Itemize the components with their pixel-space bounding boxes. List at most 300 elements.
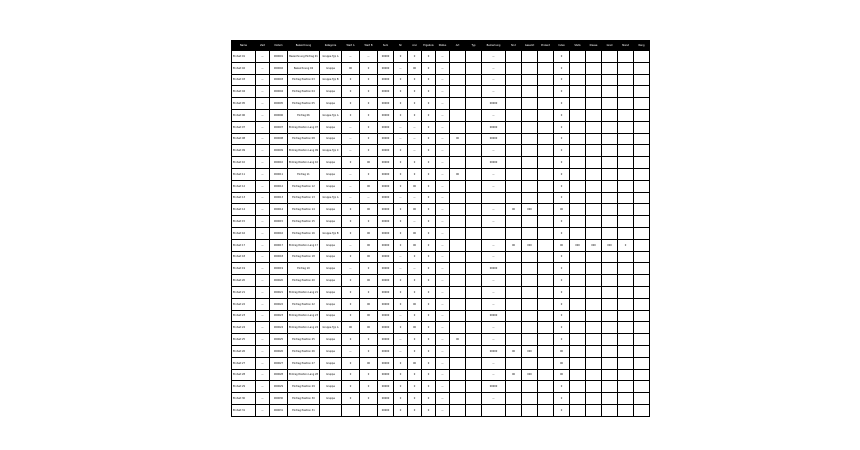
table-cell	[522, 322, 538, 334]
table-cell	[586, 251, 602, 263]
table-cell: Eintrag Position 05	[288, 98, 320, 110]
table-cell: —	[342, 263, 360, 275]
table-cell	[602, 404, 618, 416]
table-cell	[522, 62, 538, 74]
table-cell: —	[436, 109, 450, 121]
table-cell: 00	[554, 204, 570, 216]
table-cell	[602, 393, 618, 405]
table-cell: Einheit 07	[232, 121, 256, 133]
table-cell: 000017	[270, 239, 288, 251]
table-cell	[466, 345, 482, 357]
table-cell	[602, 168, 618, 180]
table-cell: —	[394, 192, 408, 204]
table-cell	[634, 310, 650, 322]
table-cell	[506, 109, 522, 121]
table-cell: 000022	[270, 298, 288, 310]
table-cell	[538, 381, 554, 393]
table-cell	[618, 227, 634, 239]
table-cell	[634, 145, 650, 157]
table-row	[232, 310, 650, 322]
table-cell: —	[482, 251, 506, 263]
table-cell: Einheit 17	[232, 239, 256, 251]
table-cell: Gruppe	[320, 357, 342, 369]
table-cell	[466, 74, 482, 86]
table-cell	[602, 133, 618, 145]
table-cell	[586, 381, 602, 393]
table-cell: Gruppe	[320, 157, 342, 169]
table-cell	[522, 51, 538, 63]
table-cell	[586, 74, 602, 86]
table-cell: —	[408, 145, 422, 157]
table-cell	[450, 51, 466, 63]
table-cell: 0	[554, 322, 570, 334]
table-cell: 00000	[378, 345, 394, 357]
table-cell: 000	[602, 239, 618, 251]
table-cell	[586, 168, 602, 180]
table-cell	[538, 298, 554, 310]
table-cell: 00	[342, 322, 360, 334]
table-cell	[506, 121, 522, 133]
table-cell: 000010	[270, 157, 288, 169]
table-cell: 000021	[270, 286, 288, 298]
table-cell	[570, 74, 586, 86]
table-cell: —	[482, 62, 506, 74]
table-cell: 000013	[270, 192, 288, 204]
table-cell	[538, 109, 554, 121]
table-cell: 0	[422, 216, 436, 228]
table-row	[232, 86, 650, 98]
table-cell: 0	[554, 381, 570, 393]
table-cell	[634, 51, 650, 63]
column-header: Sum	[378, 41, 394, 51]
table-cell	[634, 275, 650, 287]
table-cell: Gruppe Typ B	[320, 74, 342, 86]
table-cell	[570, 298, 586, 310]
table-cell	[522, 334, 538, 346]
column-header: Index	[554, 41, 570, 51]
table-cell: 0	[394, 86, 408, 98]
table-cell	[450, 275, 466, 287]
table-cell: Einheit 28	[232, 369, 256, 381]
table-cell: Gruppe	[320, 286, 342, 298]
table-cell: 00000	[378, 227, 394, 239]
table-cell	[602, 381, 618, 393]
table-cell	[602, 216, 618, 228]
table-cell: —	[256, 86, 270, 98]
table-cell: Eintrag Position Lang 17	[288, 239, 320, 251]
table-cell: —	[256, 263, 270, 275]
table-cell: 0	[554, 133, 570, 145]
table-cell	[634, 157, 650, 169]
table-cell	[586, 404, 602, 416]
table-cell	[506, 393, 522, 405]
table-cell: 00	[554, 369, 570, 381]
table-cell	[506, 86, 522, 98]
table-cell	[450, 216, 466, 228]
table-cell	[450, 74, 466, 86]
table-cell: Einheit 03	[232, 74, 256, 86]
table-cell	[538, 286, 554, 298]
table-cell: 0	[422, 286, 436, 298]
table-cell: —	[256, 98, 270, 110]
table-cell	[450, 369, 466, 381]
table-cell	[570, 357, 586, 369]
table-cell: 00000	[378, 239, 394, 251]
table-cell: Gruppe	[320, 310, 342, 322]
table-row	[232, 357, 650, 369]
table-cell	[466, 86, 482, 98]
table-cell	[466, 251, 482, 263]
table-cell: 00000	[378, 275, 394, 287]
table-cell	[570, 369, 586, 381]
table-cell: —	[482, 357, 506, 369]
table-cell: 0	[360, 381, 378, 393]
table-cell	[538, 145, 554, 157]
table-cell: 00	[360, 322, 378, 334]
table-cell: —	[436, 263, 450, 275]
table-row	[232, 74, 650, 86]
table-cell: 0	[360, 334, 378, 346]
table-cell: —	[256, 393, 270, 405]
table-row	[232, 393, 650, 405]
table-cell	[586, 157, 602, 169]
table-cell	[522, 298, 538, 310]
table-cell: 00000	[378, 74, 394, 86]
table-cell	[634, 62, 650, 74]
table-cell	[586, 298, 602, 310]
table-cell	[570, 251, 586, 263]
table-cell	[506, 275, 522, 287]
table-cell	[538, 393, 554, 405]
table-cell	[570, 275, 586, 287]
table-cell: 000023	[270, 310, 288, 322]
table-cell	[634, 393, 650, 405]
table-cell: 00	[450, 168, 466, 180]
table-cell	[450, 251, 466, 263]
table-cell	[450, 263, 466, 275]
table-cell: 0	[394, 286, 408, 298]
table-cell	[602, 157, 618, 169]
table-cell	[506, 133, 522, 145]
table-cell	[466, 334, 482, 346]
table-cell: 0	[408, 275, 422, 287]
table-row	[232, 286, 650, 298]
table-cell: 0	[360, 62, 378, 74]
table-cell: —	[256, 62, 270, 74]
table-cell: —	[482, 51, 506, 63]
table-cell	[586, 322, 602, 334]
table-cell: 000	[522, 345, 538, 357]
table-cell	[618, 168, 634, 180]
table-cell: 00000	[482, 133, 506, 145]
table-cell: —	[256, 322, 270, 334]
table-cell: 0	[360, 98, 378, 110]
table-cell: Gruppe	[320, 251, 342, 263]
table-cell	[618, 145, 634, 157]
table-cell: —	[482, 334, 506, 346]
table-cell: 000016	[270, 227, 288, 239]
table-cell: —	[342, 168, 360, 180]
table-cell: 0	[394, 74, 408, 86]
table-cell: —	[482, 74, 506, 86]
table-cell: Gruppe	[320, 334, 342, 346]
table-cell	[586, 275, 602, 287]
table-cell: Einheit 27	[232, 357, 256, 369]
table-cell: —	[482, 286, 506, 298]
table-cell: 00000	[378, 145, 394, 157]
table-cell: 0	[394, 369, 408, 381]
table-cell: 0	[554, 286, 570, 298]
table-row	[232, 404, 650, 416]
table-cell: 0	[422, 98, 436, 110]
table-cell: Gruppe	[320, 86, 342, 98]
table-cell: Eintrag Position 31	[288, 404, 320, 416]
table-cell: 0	[360, 216, 378, 228]
table-cell	[522, 109, 538, 121]
table-cell	[466, 98, 482, 110]
table-cell: 0	[422, 404, 436, 416]
table-cell: —	[256, 334, 270, 346]
table-cell: 0	[422, 239, 436, 251]
table-cell: 0	[394, 204, 408, 216]
table-cell	[466, 381, 482, 393]
table-cell: —	[436, 404, 450, 416]
table-cell: 0	[342, 298, 360, 310]
table-cell	[466, 192, 482, 204]
table-cell	[466, 227, 482, 239]
table-cell: Gruppe	[320, 133, 342, 145]
table-cell	[538, 251, 554, 263]
table-cell	[506, 334, 522, 346]
table-cell	[570, 133, 586, 145]
table-cell	[602, 263, 618, 275]
column-header: Gesamt	[522, 41, 538, 51]
table-cell: —	[342, 192, 360, 204]
column-header: Grad	[602, 41, 618, 51]
table-cell	[586, 286, 602, 298]
table-cell	[450, 286, 466, 298]
table-cell: Einheit 30	[232, 393, 256, 405]
table-cell	[602, 251, 618, 263]
table-cell	[586, 216, 602, 228]
table-cell: Gruppe Typ A	[320, 109, 342, 121]
table-cell: 00000	[378, 310, 394, 322]
table-cell: 00000	[378, 62, 394, 74]
table-cell: 00	[506, 345, 522, 357]
table-cell: 0	[394, 227, 408, 239]
table-cell: 00000	[378, 86, 394, 98]
table-cell: 00	[360, 227, 378, 239]
table-cell: 0	[422, 381, 436, 393]
table-cell: 0	[422, 168, 436, 180]
table-cell: 0	[554, 98, 570, 110]
table-cell	[450, 204, 466, 216]
table-cell: 0	[554, 216, 570, 228]
column-header: Stand	[618, 41, 634, 51]
table-cell	[506, 145, 522, 157]
column-header: Bezeichnung	[288, 41, 320, 51]
table-cell: Eintrag Position 15	[288, 216, 320, 228]
table-cell: Einheit 09	[232, 145, 256, 157]
table-cell: Bezeichnung Eintrag 01	[288, 51, 320, 63]
table-cell: —	[436, 74, 450, 86]
table-cell	[618, 334, 634, 346]
table-cell	[466, 121, 482, 133]
table-cell: 0	[422, 180, 436, 192]
table-cell	[538, 204, 554, 216]
table-cell	[522, 74, 538, 86]
table-cell: 0	[408, 369, 422, 381]
table-cell: —	[360, 51, 378, 63]
table-cell	[522, 157, 538, 169]
table-cell: 0	[554, 62, 570, 74]
table-cell: —	[256, 239, 270, 251]
table-cell	[586, 121, 602, 133]
table-cell: —	[436, 275, 450, 287]
table-cell	[506, 157, 522, 169]
table-cell	[618, 275, 634, 287]
table-cell: 000025	[270, 334, 288, 346]
table-row	[232, 334, 650, 346]
table-cell	[466, 62, 482, 74]
table-cell: 000	[522, 239, 538, 251]
table-cell	[450, 121, 466, 133]
table-cell: 00000	[378, 204, 394, 216]
table-cell: —	[256, 275, 270, 287]
table-cell: 00	[360, 251, 378, 263]
table-cell: 0	[408, 334, 422, 346]
table-cell	[634, 298, 650, 310]
table-cell: 0	[408, 310, 422, 322]
table-cell	[538, 168, 554, 180]
table-cell: 0	[342, 369, 360, 381]
table-cell: —	[436, 310, 450, 322]
table-cell: 0	[422, 357, 436, 369]
table-cell	[602, 227, 618, 239]
table-cell: 0	[554, 393, 570, 405]
table-cell	[506, 168, 522, 180]
table-cell: 0	[408, 251, 422, 263]
table-cell: 0	[394, 109, 408, 121]
table-cell	[522, 310, 538, 322]
table-cell: 00000	[482, 381, 506, 393]
table-cell	[450, 86, 466, 98]
table-cell	[522, 381, 538, 393]
table-cell: Eintrag Position 29	[288, 381, 320, 393]
table-cell: 0	[360, 86, 378, 98]
table-cell	[506, 322, 522, 334]
table-cell: Einheit 21	[232, 286, 256, 298]
table-cell: 0	[422, 298, 436, 310]
table-cell: —	[394, 345, 408, 357]
table-cell: 000029	[270, 381, 288, 393]
table-cell: 00000	[378, 109, 394, 121]
table-cell	[618, 404, 634, 416]
table-cell	[450, 404, 466, 416]
table-cell: 00	[408, 239, 422, 251]
table-cell: 00000	[378, 251, 394, 263]
table-cell: Eintrag 19	[288, 263, 320, 275]
table-cell: Einheit 10	[232, 157, 256, 169]
table-cell	[538, 216, 554, 228]
table-cell: 0	[422, 334, 436, 346]
table-cell	[466, 168, 482, 180]
table-cell	[634, 168, 650, 180]
table-cell: —	[394, 334, 408, 346]
table-cell: 00	[408, 180, 422, 192]
table-cell	[538, 334, 554, 346]
table-cell: 000002	[270, 62, 288, 74]
table-cell: —	[482, 216, 506, 228]
table-row	[232, 133, 650, 145]
table-cell	[506, 404, 522, 416]
column-header: Name	[232, 41, 256, 51]
table-cell: —	[436, 251, 450, 263]
table-row	[232, 322, 650, 334]
table-cell: 0	[554, 168, 570, 180]
table-cell: 0	[408, 109, 422, 121]
table-cell: 00	[408, 227, 422, 239]
table-cell: Eintrag Position 12	[288, 180, 320, 192]
table-cell: 0	[422, 192, 436, 204]
table-cell	[634, 345, 650, 357]
table-cell: 00000	[378, 263, 394, 275]
table-cell: —	[482, 109, 506, 121]
table-cell: 00000	[378, 157, 394, 169]
table-cell: 000012	[270, 180, 288, 192]
table-cell: 0	[554, 121, 570, 133]
table-cell: 0	[342, 310, 360, 322]
table-cell: 0	[422, 275, 436, 287]
table-cell	[466, 180, 482, 192]
table-cell	[466, 369, 482, 381]
table-cell	[618, 51, 634, 63]
table-cell: 0	[342, 74, 360, 86]
table-cell	[466, 216, 482, 228]
table-cell: 00	[360, 204, 378, 216]
table-cell: 0	[360, 74, 378, 86]
table-cell: 0	[360, 133, 378, 145]
column-header: Klasse	[586, 41, 602, 51]
table-cell	[602, 357, 618, 369]
table-cell	[618, 381, 634, 393]
table-cell: Einheit 16	[232, 227, 256, 239]
table-cell	[506, 357, 522, 369]
table-cell: 00000	[378, 381, 394, 393]
table-cell: —	[256, 204, 270, 216]
table-cell: 0	[554, 86, 570, 98]
table-cell: Einheit 23	[232, 310, 256, 322]
table-cell: 0	[554, 310, 570, 322]
table-cell: 000001	[270, 51, 288, 63]
table-cell	[466, 310, 482, 322]
table-cell: Eintrag Position 26	[288, 345, 320, 357]
table-cell: Gruppe Typ A	[320, 192, 342, 204]
table-cell: 0	[554, 263, 570, 275]
table-cell: Gruppe Typ A	[320, 51, 342, 63]
table-cell: 00000	[378, 51, 394, 63]
table-cell: 000005	[270, 98, 288, 110]
table-cell: 0	[360, 345, 378, 357]
table-cell	[506, 310, 522, 322]
table-cell: 0	[554, 192, 570, 204]
table-cell: 0	[394, 393, 408, 405]
table-cell	[538, 180, 554, 192]
table-cell: 0	[422, 109, 436, 121]
table-cell: 0	[342, 286, 360, 298]
table-cell	[538, 369, 554, 381]
table-cell: —	[256, 145, 270, 157]
